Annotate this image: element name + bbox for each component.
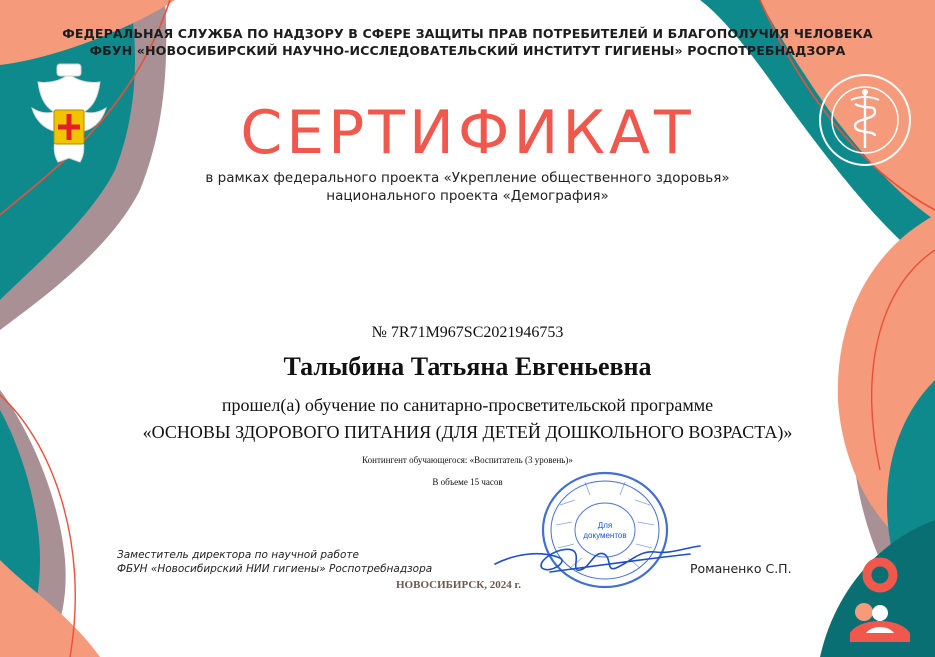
volume-text: В объеме 15 часов	[432, 477, 503, 487]
signer-position-line-1: Заместитель директора по научной работе	[117, 549, 359, 561]
contingent-text: Контингент обучающегося: «Воспитатель (3 уровень)»	[362, 455, 573, 465]
project-line-2: национального проекта «Демография»	[326, 188, 609, 204]
recipient-name: Талыбина Татьяна Евгеньевна	[283, 352, 652, 381]
place-and-date: НОВОСИБИРСК, 2024 г.	[396, 579, 521, 591]
org-line-1: ФЕДЕРАЛЬНАЯ СЛУЖБА ПО НАДЗОРУ В СФЕРЕ ЗАЩИТЫ ПРАВ ПОТРЕБИТЕЛЕЙ И БЛАГОПОЛУЧИЯ ЧЕЛОВЕКА	[62, 26, 873, 41]
signer-position-line-2: ФБУН «Новосибирский НИИ гигиены» Роспотребнадзора	[117, 563, 433, 575]
certificate-number: № 7R71M967SC2021946753	[371, 324, 564, 341]
program-name: «ОСНОВЫ ЗДОРОВОГО ПИТАНИЯ (ДЛЯ ДЕТЕЙ ДОШКОЛЬНОГО ВОЗРАСТА)»	[142, 422, 793, 442]
org-line-2: ФБУН «НОВОСИБИРСКИЙ НАУЧНО-ИССЛЕДОВАТЕЛЬСКИЙ ИНСТИТУТ ГИГИЕНЫ» РОСПОТРЕБНАДЗОРА	[89, 43, 846, 58]
stamp-text-1: Для	[597, 521, 613, 530]
signer-name: Романенко С.П.	[690, 561, 792, 576]
stamp-text-2: документов	[583, 531, 627, 540]
certificate-title: СЕРТИФИКАТ	[240, 98, 695, 168]
handwritten-signature	[490, 532, 710, 582]
training-statement: прошел(а) обучение по санитарно-просветительской программе	[221, 395, 714, 415]
project-line-1: в рамках федерального проекта «Укрепление общественного здоровья»	[205, 170, 730, 186]
